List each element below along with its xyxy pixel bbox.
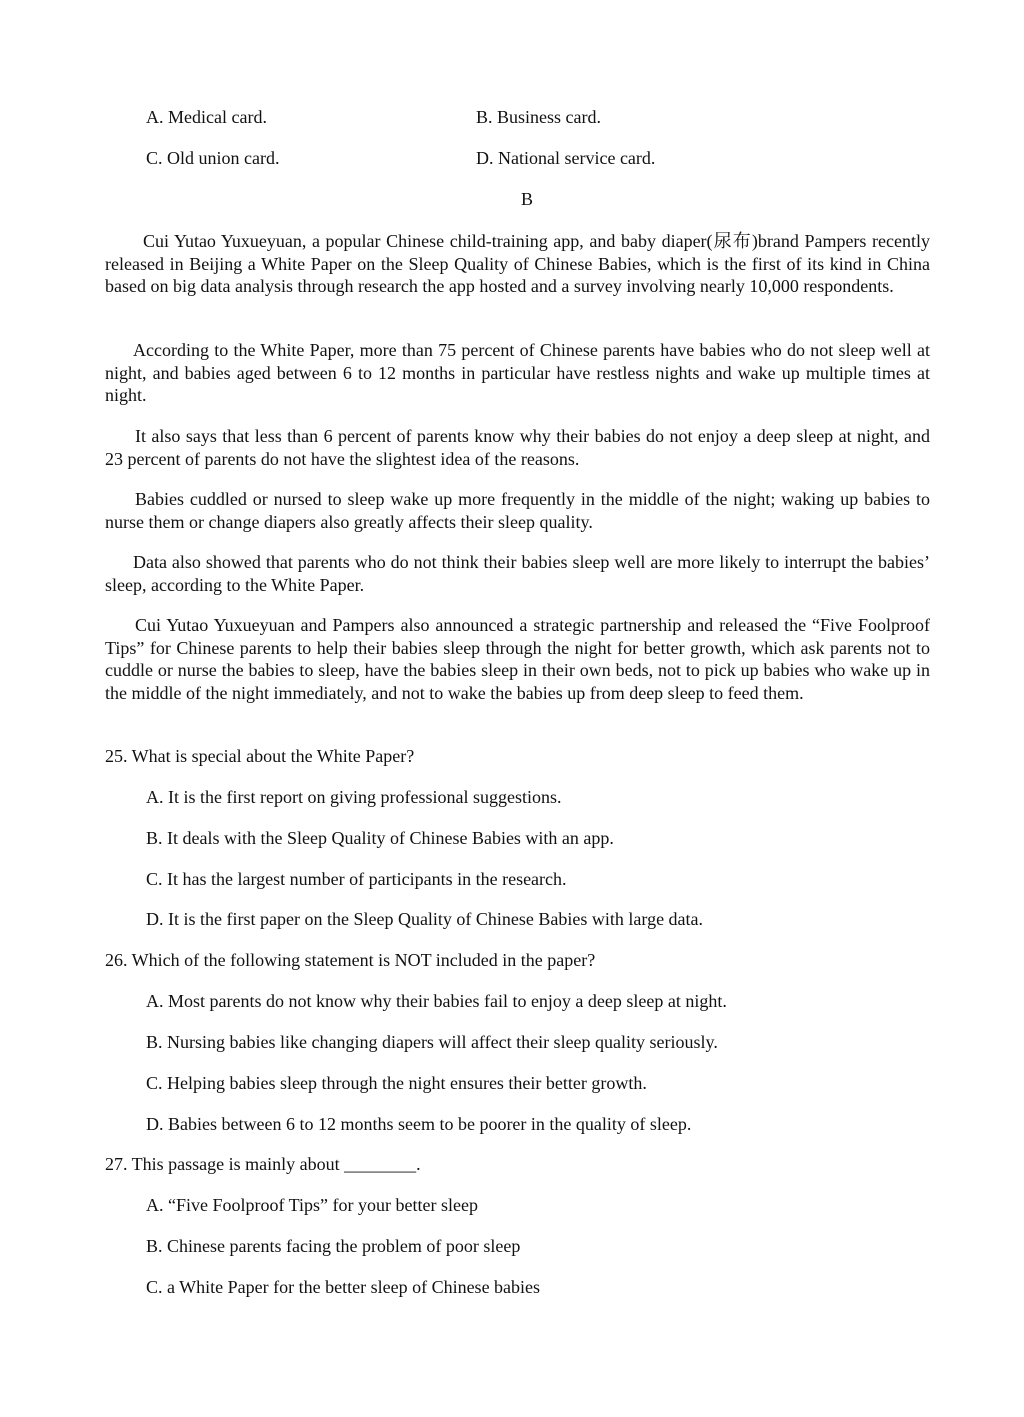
passage-paragraph-5: Data also showed that parents who do not think their babies sleep well are more likely to interrupt the babies’ sleep, according to the White Paper. — [105, 552, 930, 595]
passage-paragraph-1: Cui Yutao Yuxueyuan, a popular Chinese child-training app, and baby diaper(尿布)brand Pampers recently released in Beijing a White Paper on the Sleep Quality of Chinese Babies, which is the first of its kind in China based on big data analysis through research the app hosted and a survey involving nearly 10,000 respondents. — [105, 231, 930, 297]
question-25-option-b: B. It deals with the Sleep Quality of Chinese Babies with an app. — [146, 828, 614, 848]
prev-option-a: A. Medical card. — [146, 107, 267, 127]
question-27-option-c: C. a White Paper for the better sleep of Chinese babies — [146, 1277, 541, 1297]
question-26-option-b: B. Nursing babies like changing diapers will affect their sleep quality seriously. — [146, 1032, 718, 1052]
prev-option-b: B. Business card. — [476, 107, 601, 127]
prev-option-c: C. Old union card. — [146, 148, 280, 168]
question-26-option-d: D. Babies between 6 to 12 months seem to be poorer in the quality of sleep. — [146, 1114, 692, 1134]
prev-option-d: D. National service card. — [476, 148, 656, 168]
question-26-option-c: C. Helping babies sleep through the night ensures their better growth. — [146, 1073, 647, 1093]
passage-paragraph-6: Cui Yutao Yuxueyuan and Pampers also announced a strategic partnership and released the “Five Foolproof Tips” for Chinese parents to help their babies sleep through the night for better growth, which ask parents not to cuddle or nurse the babies to sleep, have the babies sleep in their own beds, not to pick up babies who wake up in the middle of the night immediately, and not to wake the babies up from deep sleep to feed them. — [105, 615, 930, 704]
section-heading: B — [520, 189, 533, 209]
question-25-option-c: C. It has the largest number of participants in the research. — [146, 869, 567, 889]
question-26-stem: 26. Which of the following statement is NOT included in the paper? — [105, 950, 596, 970]
question-25-option-a: A. It is the first report on giving professional suggestions. — [146, 787, 562, 807]
question-27-option-b: B. Chinese parents facing the problem of poor sleep — [146, 1236, 521, 1256]
passage-paragraph-3: It also says that less than 6 percent of parents know why their babies do not enjoy a deep sleep at night, and 23 percent of parents do not have the slightest idea of the reasons. — [105, 426, 930, 469]
passage-paragraph-2: According to the White Paper, more than 75 percent of Chinese parents have babies who do not sleep well at night, and babies aged between 6 to 12 months in particular have restless nights and wake up multiple times at night. — [105, 340, 930, 406]
question-25-option-d: D. It is the first paper on the Sleep Quality of Chinese Babies with large data. — [146, 909, 704, 929]
question-27-stem: 27. This passage is mainly about ________. — [105, 1154, 421, 1174]
question-26-option-a: A. Most parents do not know why their babies fail to enjoy a deep sleep at night. — [146, 991, 727, 1011]
question-27-option-a: A. “Five Foolproof Tips” for your better sleep — [146, 1195, 478, 1215]
passage-paragraph-4: Babies cuddled or nursed to sleep wake up more frequently in the middle of the night; waking up babies to nurse them or change diapers also greatly affects their sleep quality. — [105, 489, 930, 532]
question-25-stem: 25. What is special about the White Paper? — [105, 746, 415, 766]
